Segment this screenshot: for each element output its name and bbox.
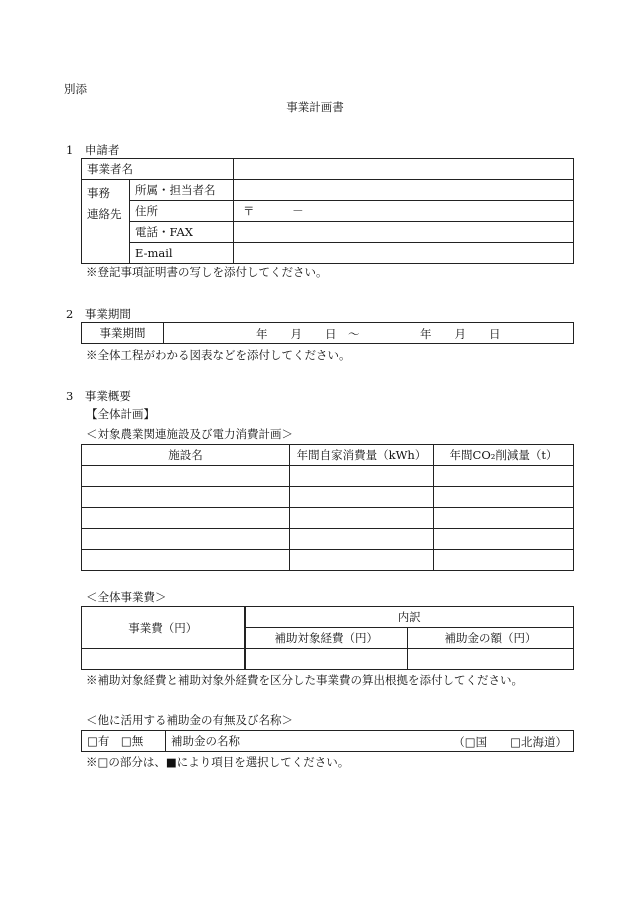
co2-cell[interactable] (434, 487, 574, 508)
table-row (82, 508, 574, 529)
co2-cell[interactable] (434, 466, 574, 487)
email-label: E-mail (130, 243, 234, 264)
dept-person-field[interactable] (234, 180, 574, 201)
table1-caption: ＜対象農業関連施設及び電力消費計画＞ (86, 427, 293, 441)
section1-heading: 1 申請者 (66, 143, 120, 157)
business-name-label: 事業者名 (82, 159, 234, 180)
project-cost-header: 事業費（円） (82, 607, 245, 649)
annual-co2-header: 年間CO₂削減量（t） (434, 445, 574, 466)
consumption-cell[interactable] (290, 508, 434, 529)
subsidy-amount-cell[interactable] (408, 649, 574, 670)
facility-name-header: 施設名 (82, 445, 290, 466)
postal-dash: － (292, 204, 304, 218)
table2-caption: ＜全体事業費＞ (86, 590, 167, 604)
co2-cell[interactable] (434, 529, 574, 550)
business-name-field[interactable] (234, 159, 574, 180)
period-end: 年 月 日 (420, 327, 501, 341)
yes-no-checkboxes[interactable]: □有 □無 (82, 731, 166, 752)
section2-heading: 2 事業期間 (66, 307, 131, 321)
co2-cell[interactable] (434, 508, 574, 529)
table-row (82, 487, 574, 508)
project-cost-cell[interactable] (82, 649, 245, 670)
period-field[interactable] (164, 323, 574, 344)
phone-fax-label: 電話・FAX (130, 222, 234, 243)
eligible-cost-cell[interactable] (245, 649, 408, 670)
contact-label-line1: 事務 (87, 186, 110, 200)
co2-cell[interactable] (434, 550, 574, 571)
table-row (82, 466, 574, 487)
facility-cell[interactable] (82, 508, 290, 529)
eligible-cost-header: 補助対象経費（円） (245, 628, 408, 649)
facility-cell[interactable] (82, 487, 290, 508)
subsidy-amount-header: 補助金の額（円） (408, 628, 574, 649)
period-table (81, 322, 574, 344)
subsidy-name-label: 補助金の名称 (171, 734, 240, 748)
period-label: 事業期間 (82, 323, 164, 344)
facility-cell[interactable] (82, 466, 290, 487)
section1-note: ※登記事項証明書の写しを添付してください。 (86, 265, 328, 279)
other-subsidy-table (81, 730, 574, 752)
period-start: 年 月 日 ～ (256, 327, 360, 341)
facility-table (81, 444, 574, 571)
facility-cell[interactable] (82, 529, 290, 550)
table3-caption: ＜他に活用する補助金の有無及び名称＞ (86, 713, 293, 727)
dept-person-label: 所属・担当者名 (130, 180, 234, 201)
address-field[interactable] (234, 201, 574, 222)
consumption-cell[interactable] (290, 466, 434, 487)
applicant-table (81, 158, 574, 264)
section3-heading: 3 事業概要 (66, 389, 131, 403)
annual-consumption-header: 年間自家消費量（kWh） (290, 445, 434, 466)
consumption-cell[interactable] (290, 487, 434, 508)
table3-note: ※□の部分は、■により項目を選択してください。 (86, 755, 350, 769)
address-label: 住所 (130, 201, 234, 222)
subsidy-source-options[interactable]: （□国 □北海道） (453, 735, 567, 749)
attachment-label: 別添 (64, 82, 87, 96)
contact-label-line2: 連絡先 (87, 207, 122, 221)
table-row (82, 550, 574, 571)
breakdown-header: 内訳 (245, 607, 574, 628)
facility-cell[interactable] (82, 550, 290, 571)
email-field[interactable] (234, 243, 574, 264)
phone-fax-field[interactable] (234, 222, 574, 243)
page-title: 事業計画書 (286, 100, 344, 114)
table-row (82, 529, 574, 550)
contact-label (82, 180, 130, 264)
section2-note: ※全体工程がわかる図表などを添付してください。 (86, 348, 351, 362)
subsidy-name-field[interactable] (166, 731, 574, 752)
postal-mark: 〒 (243, 204, 255, 218)
consumption-cell[interactable] (290, 529, 434, 550)
table2-note: ※補助対象経費と補助対象外経費を区分した事業費の算出根拠を添付してください。 (86, 673, 523, 687)
budget-table (81, 606, 574, 670)
consumption-cell[interactable] (290, 550, 434, 571)
section3-subheading: 【全体計画】 (86, 407, 155, 421)
